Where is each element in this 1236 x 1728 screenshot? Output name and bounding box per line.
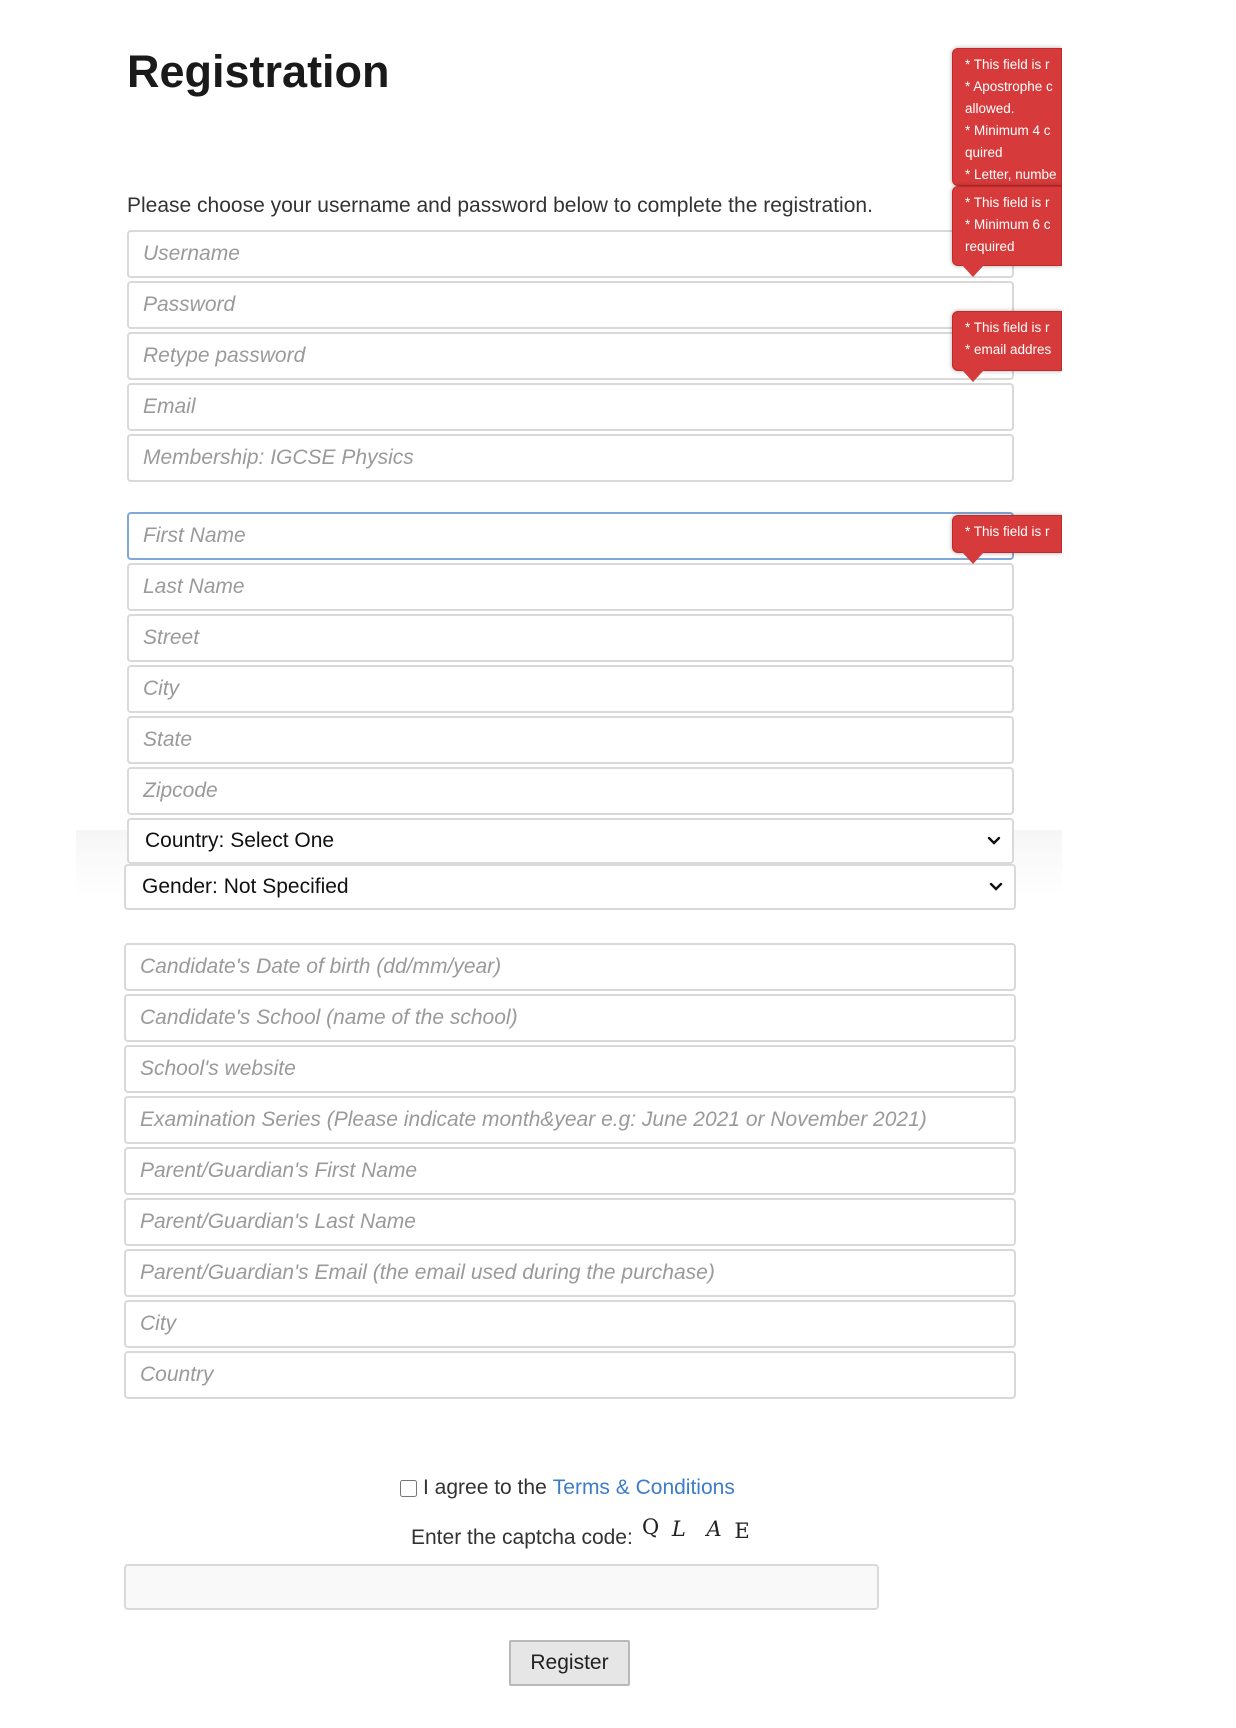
tooltip-line: allowed.	[965, 101, 1015, 116]
terms-agreement	[400, 1476, 735, 1500]
username-input[interactable]	[127, 230, 1014, 278]
email-input[interactable]	[127, 383, 1014, 431]
tooltip-line: * Apostrophe c	[965, 79, 1053, 94]
guardian-last-name-input[interactable]	[124, 1198, 1016, 1246]
tooltip-line: * This field is r	[965, 57, 1050, 72]
intro-text: Please choose your username and password below to complete the registration.	[127, 194, 873, 217]
captcha-char: Q	[642, 1515, 663, 1539]
date-of-birth-input[interactable]	[124, 943, 1016, 991]
tooltip-line: quired	[965, 145, 1003, 160]
tooltip-line: * This field is r	[965, 524, 1050, 539]
tooltip-line: * This field is r	[965, 320, 1050, 335]
terms-link[interactable]: Terms & Conditions	[552, 1476, 735, 1499]
terms-checkbox[interactable]	[400, 1480, 417, 1497]
email-error-tooltip	[952, 311, 1062, 371]
tooltip-line: * email addres	[965, 342, 1052, 357]
captcha-char: A	[706, 1517, 725, 1541]
chevron-down-icon	[988, 879, 1004, 895]
first-name-input[interactable]	[127, 512, 1014, 560]
guardian-city-input[interactable]	[124, 1300, 1016, 1348]
captcha-char: E	[734, 1519, 753, 1543]
country-select[interactable]	[127, 818, 1014, 864]
country-select-value: Country: Select One	[145, 829, 335, 852]
last-name-input[interactable]	[127, 563, 1014, 611]
chevron-down-icon	[986, 833, 1002, 849]
tooltip-arrow	[962, 265, 984, 277]
city-input[interactable]	[127, 665, 1014, 713]
examination-series-input[interactable]	[124, 1096, 1016, 1144]
first-name-error-tooltip	[952, 515, 1062, 553]
gender-select-value: Gender: Not Specified	[142, 875, 349, 898]
state-input[interactable]	[127, 716, 1014, 764]
username-error-tooltip	[952, 48, 1062, 186]
captcha-label: Enter the captcha code:	[411, 1526, 633, 1549]
street-input[interactable]	[127, 614, 1014, 662]
tooltip-line: * Minimum 6 c	[965, 217, 1051, 232]
tooltip-line: * Letter, numbe	[965, 167, 1057, 182]
password-input[interactable]	[127, 281, 1014, 329]
viewport-clip	[1062, 0, 1236, 900]
tooltip-line: * Minimum 4 c	[965, 123, 1051, 138]
captcha-image	[642, 1517, 753, 1541]
zipcode-input[interactable]	[127, 767, 1014, 815]
school-website-input[interactable]	[124, 1045, 1016, 1093]
school-input[interactable]	[124, 994, 1016, 1042]
tooltip-arrow	[962, 370, 984, 382]
guardian-country-input[interactable]	[124, 1351, 1016, 1399]
terms-text: I agree to the	[423, 1476, 547, 1499]
register-button[interactable]: Register	[509, 1640, 630, 1686]
tooltip-line: required	[965, 239, 1015, 254]
captcha-char: L	[671, 1517, 689, 1541]
membership-input[interactable]	[127, 434, 1014, 482]
guardian-first-name-input[interactable]	[124, 1147, 1016, 1195]
guardian-email-input[interactable]	[124, 1249, 1016, 1297]
gender-select[interactable]	[124, 864, 1016, 910]
tooltip-arrow	[962, 552, 984, 564]
page-title: Registration	[127, 46, 390, 97]
tooltip-line: * This field is r	[965, 195, 1050, 210]
captcha-input[interactable]	[124, 1564, 879, 1610]
password-error-tooltip	[952, 186, 1062, 266]
retype-password-input[interactable]	[127, 332, 1014, 380]
